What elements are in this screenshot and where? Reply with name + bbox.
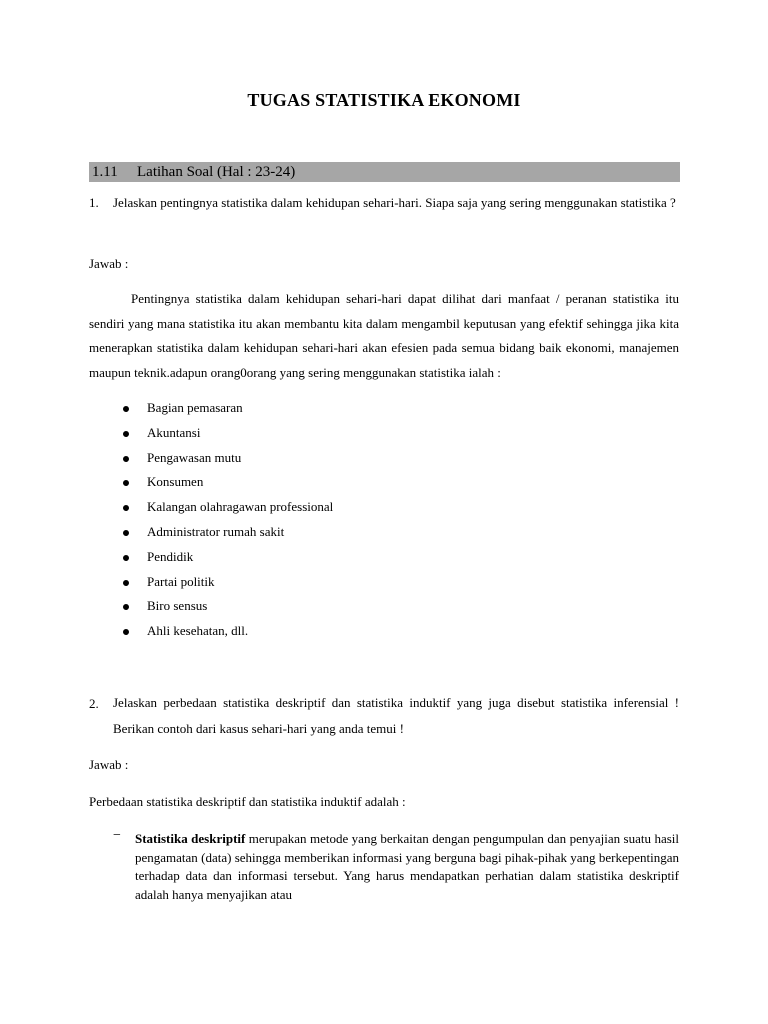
bullet-icon bbox=[123, 406, 129, 412]
dash-bullet: − bbox=[113, 828, 121, 843]
answer-1-label: Jawab : bbox=[89, 256, 129, 271]
list-item: Pendidik bbox=[120, 545, 333, 570]
bullet-icon bbox=[123, 604, 129, 610]
question-2-number: 2. bbox=[89, 696, 99, 711]
list-item: Kalangan olahragawan professional bbox=[120, 495, 333, 520]
bullet-icon bbox=[123, 555, 129, 561]
statistics-users-list bbox=[120, 396, 333, 644]
descriptive-statistics-definition bbox=[135, 830, 679, 904]
bullet-icon bbox=[123, 480, 129, 486]
list-item: Pengawasan mutu bbox=[120, 446, 333, 471]
section-number: 1.11 bbox=[92, 164, 118, 180]
bullet-icon bbox=[123, 456, 129, 462]
definition-body: merupakan metode yang berkaitan dengan pengumpulan dan penyajian suatu hasil pengamatan (data) sehingga memberikan informasi yang berguna bagi pihak-pihak yang berkepentingan terhadap data dan informasi tersebut. Yang harus mendapatkan perhatian dalam statistika deskriptif adalah hanya menyajikan atau bbox=[135, 831, 679, 902]
answer-2-label: Jawab : bbox=[89, 757, 129, 772]
bullet-icon bbox=[123, 580, 129, 586]
bullet-icon bbox=[123, 629, 129, 635]
answer-2-intro: Perbedaan statistika deskriptif dan statistika induktif adalah : bbox=[89, 794, 406, 809]
definition-term: Statistika deskriptif bbox=[135, 831, 246, 846]
bullet-icon bbox=[123, 431, 129, 437]
section-title: Latihan Soal (Hal : 23-24) bbox=[137, 164, 296, 180]
list-item: Partai politik bbox=[120, 570, 333, 595]
list-item: Biro sensus bbox=[120, 594, 333, 619]
document-title: TUGAS STATISTIKA EKONOMI bbox=[247, 90, 521, 110]
question-2-text: Jelaskan perbedaan statistika deskriptif dan statistika induktif yang juga disebut statistika inferensial ! Berikan contoh dari kasus sehari-hari yang anda temui ! bbox=[113, 695, 679, 736]
bullet-icon bbox=[123, 530, 129, 536]
question-1-text: Jelaskan pentingnya statistika dalam kehidupan sehari-hari. Siapa saja yang sering menggunakan statistika ? bbox=[113, 195, 676, 210]
list-item: Akuntansi bbox=[120, 421, 333, 446]
question-1-number: 1. bbox=[89, 195, 99, 210]
list-item: Ahli kesehatan, dll. bbox=[120, 619, 333, 644]
list-item: Bagian pemasaran bbox=[120, 396, 333, 421]
list-item: Administrator rumah sakit bbox=[120, 520, 333, 545]
answer-1-paragraph: Pentingnya statistika dalam kehidupan sehari-hari dapat dilihat dari manfaat / peranan statistika itu sendiri yang mana statistika itu akan membantu kita dalam mengambil keputusan yang efektif sehingga jika kita menerapkan statistika dalam kehidupan sehari-hari akan efesien pada semua bidang baik ekonomi, manajemen maupun teknik.adapun orang0orang yang sering menggunakan statistika ialah : bbox=[89, 291, 679, 380]
list-item: Konsumen bbox=[120, 470, 333, 495]
bullet-icon bbox=[123, 505, 129, 511]
